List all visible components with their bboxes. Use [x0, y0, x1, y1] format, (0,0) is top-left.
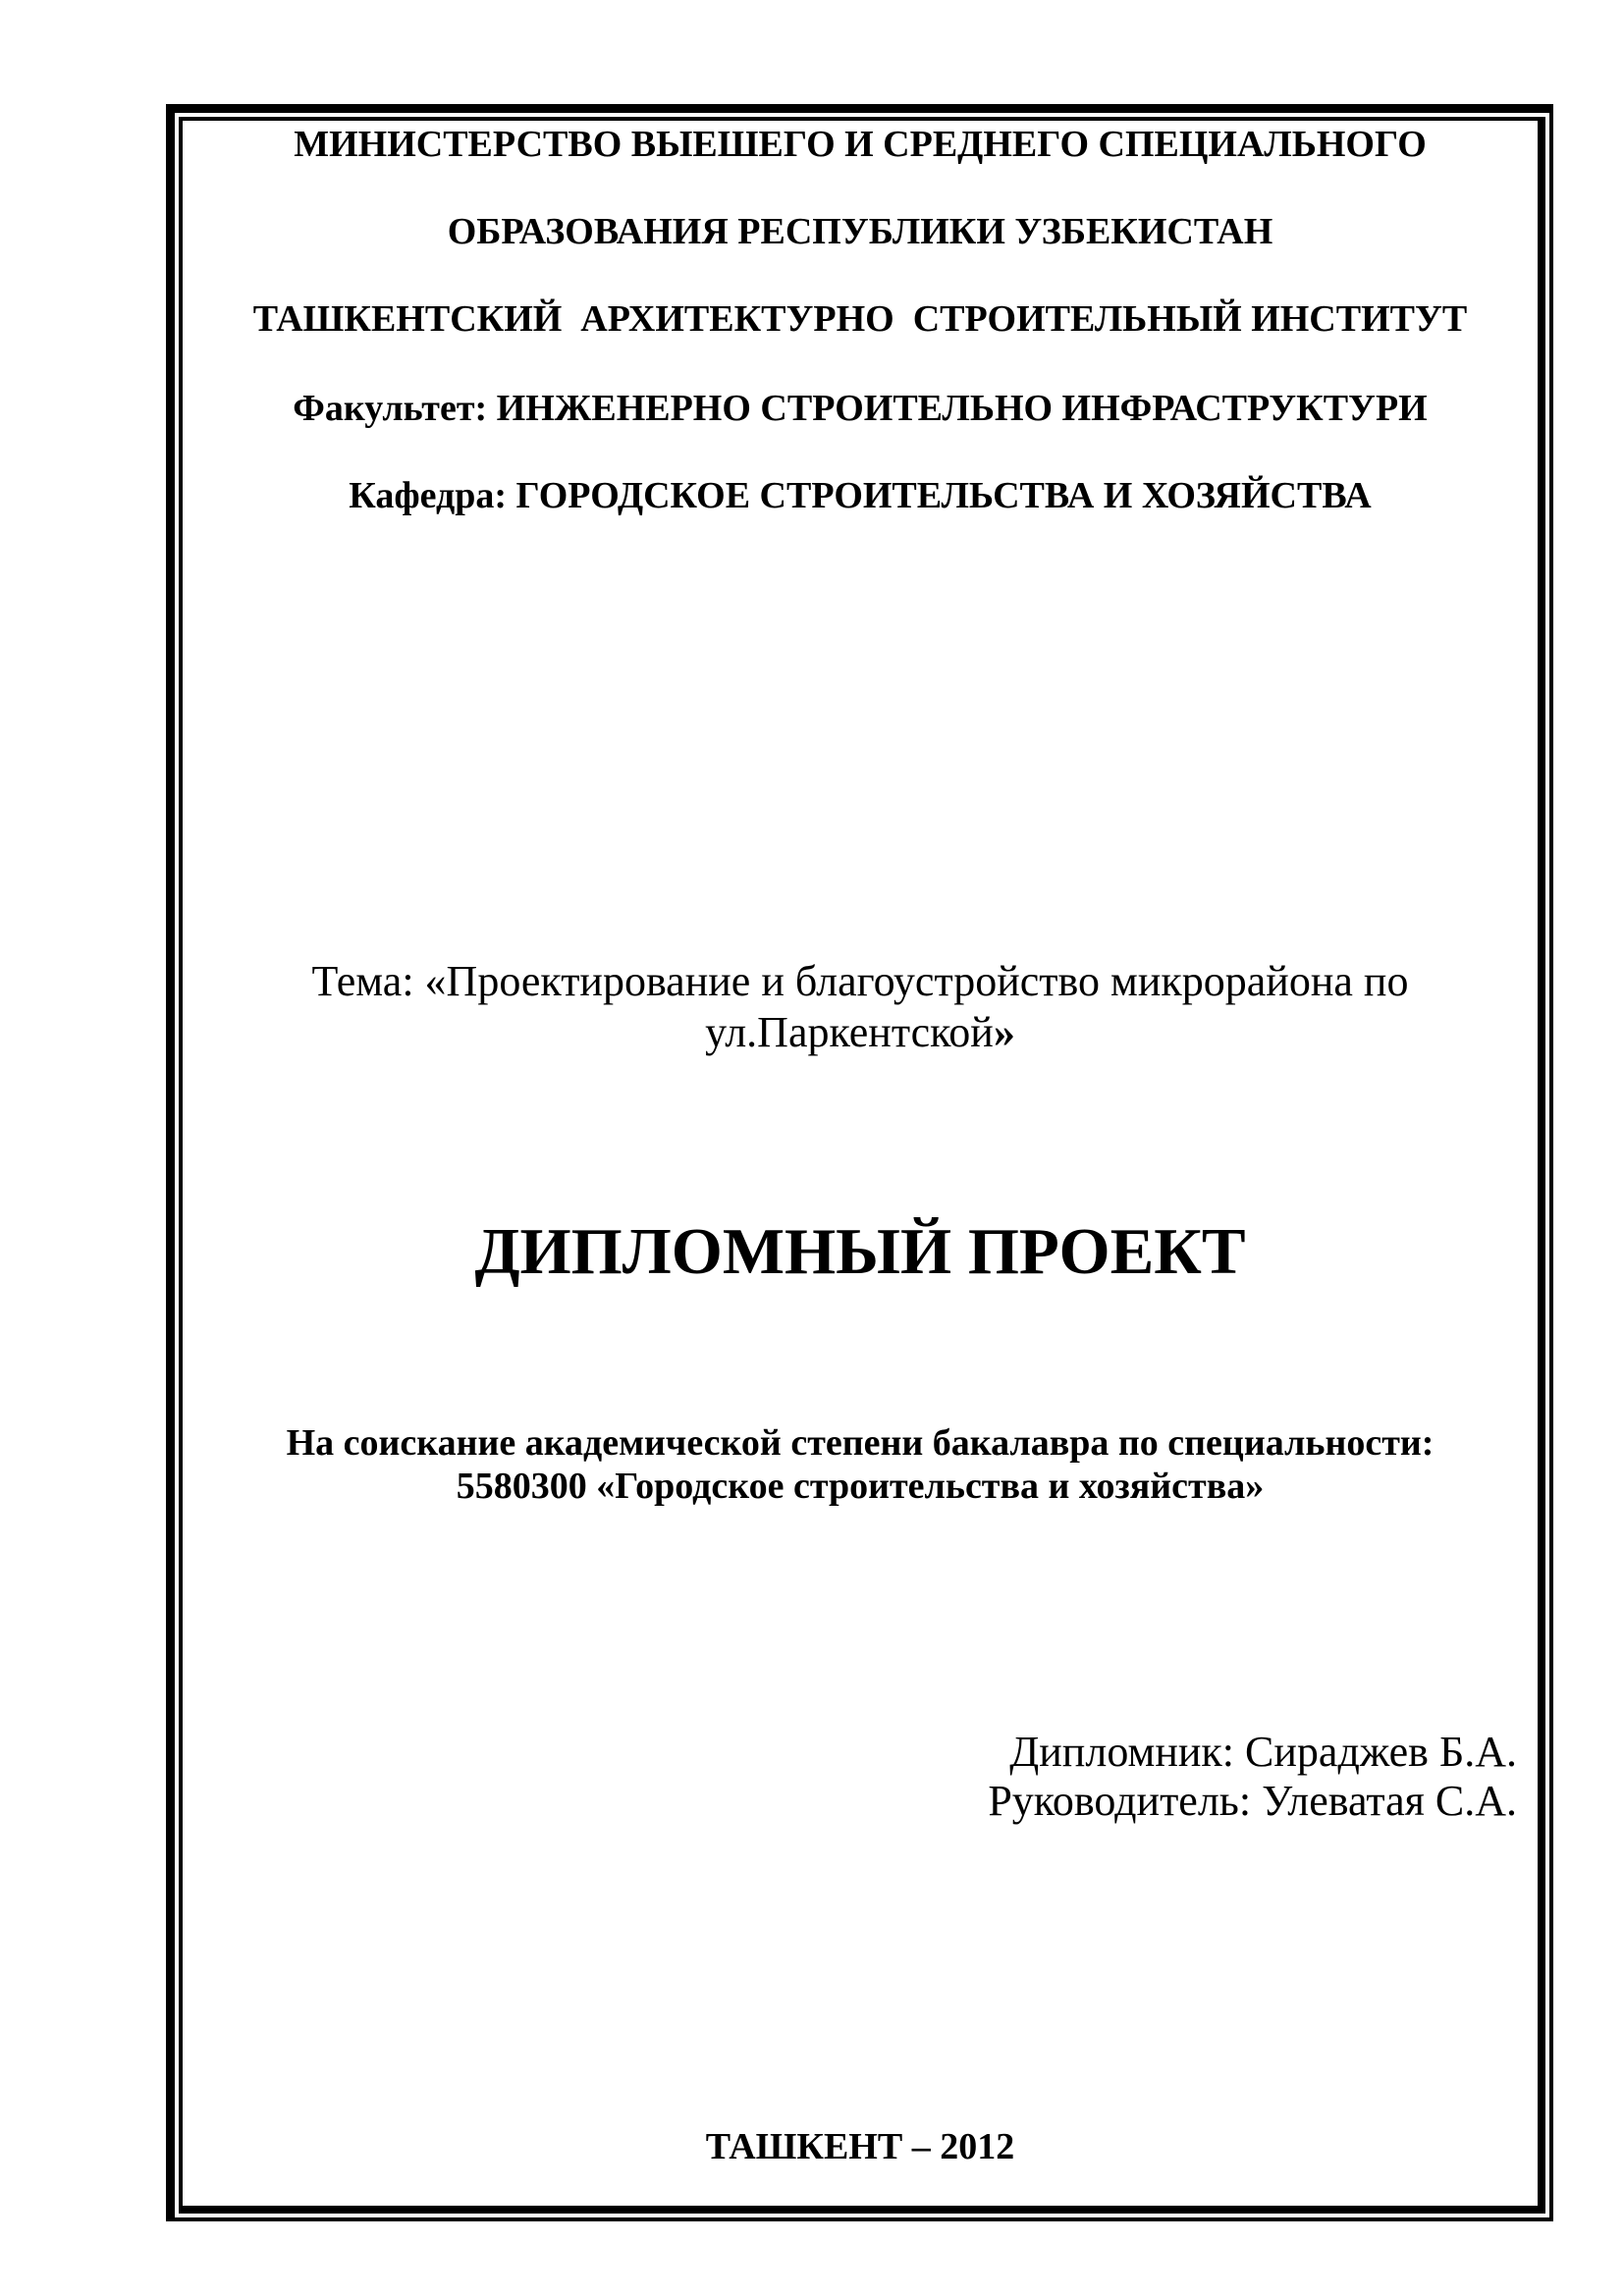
institute-name: ТАШКЕНТСКИЙ АРХИТЕКТУРНО СТРОИТЕЛЬНЫЙ ИНСТИТУТ	[252, 298, 1468, 340]
faculty-line	[183, 390, 1538, 427]
department-line	[183, 477, 1538, 514]
document-title: ДИПЛОМНЫЙ ПРОЕКТ	[474, 1215, 1246, 1288]
degree-line-1: На соискание академической степени бакалавра по специальности:	[286, 1422, 1435, 1464]
topic-line-2	[183, 1008, 1538, 1056]
ministry-line-1: МИНИСТЕРСТВО ВЫЕШЕГО И СРЕДНЕГО СПЕЦИАЛЬНОГО	[294, 124, 1427, 165]
topic-line-1: Тема: «Проектирование и благоустройство микрорайона по	[311, 957, 1409, 1005]
page-border-inner	[179, 117, 1545, 2214]
department-value: ГОРОДСКОЕ СТРОИТЕЛЬСТВА И ХОЗЯЙСТВА	[515, 475, 1372, 516]
faculty-value: ИНЖЕНЕРНО СТРОИТЕЛЬНО ИНФРАСТРУКТУРИ	[496, 388, 1428, 429]
department-label: Кафедра:	[349, 475, 507, 516]
ministry-line-2: ОБРАЗОВАНИЯ РЕСПУБЛИКИ УЗБЕКИСТАН	[447, 211, 1273, 252]
topic-street: ул.Паркентской	[705, 1008, 994, 1056]
faculty-label: Факультет:	[293, 388, 488, 429]
student-signature: Дипломник: Сираджев Б.А.	[1009, 1728, 1517, 1776]
degree-line-2: 5580300 «Городское строительства и хозяйства»	[456, 1466, 1265, 1507]
topic-closing-quote: »	[993, 1008, 1015, 1056]
city-year: ТАШКЕНТ – 2012	[705, 2126, 1015, 2167]
supervisor-signature: Руководитель: Улеватая С.А.	[988, 1777, 1517, 1825]
